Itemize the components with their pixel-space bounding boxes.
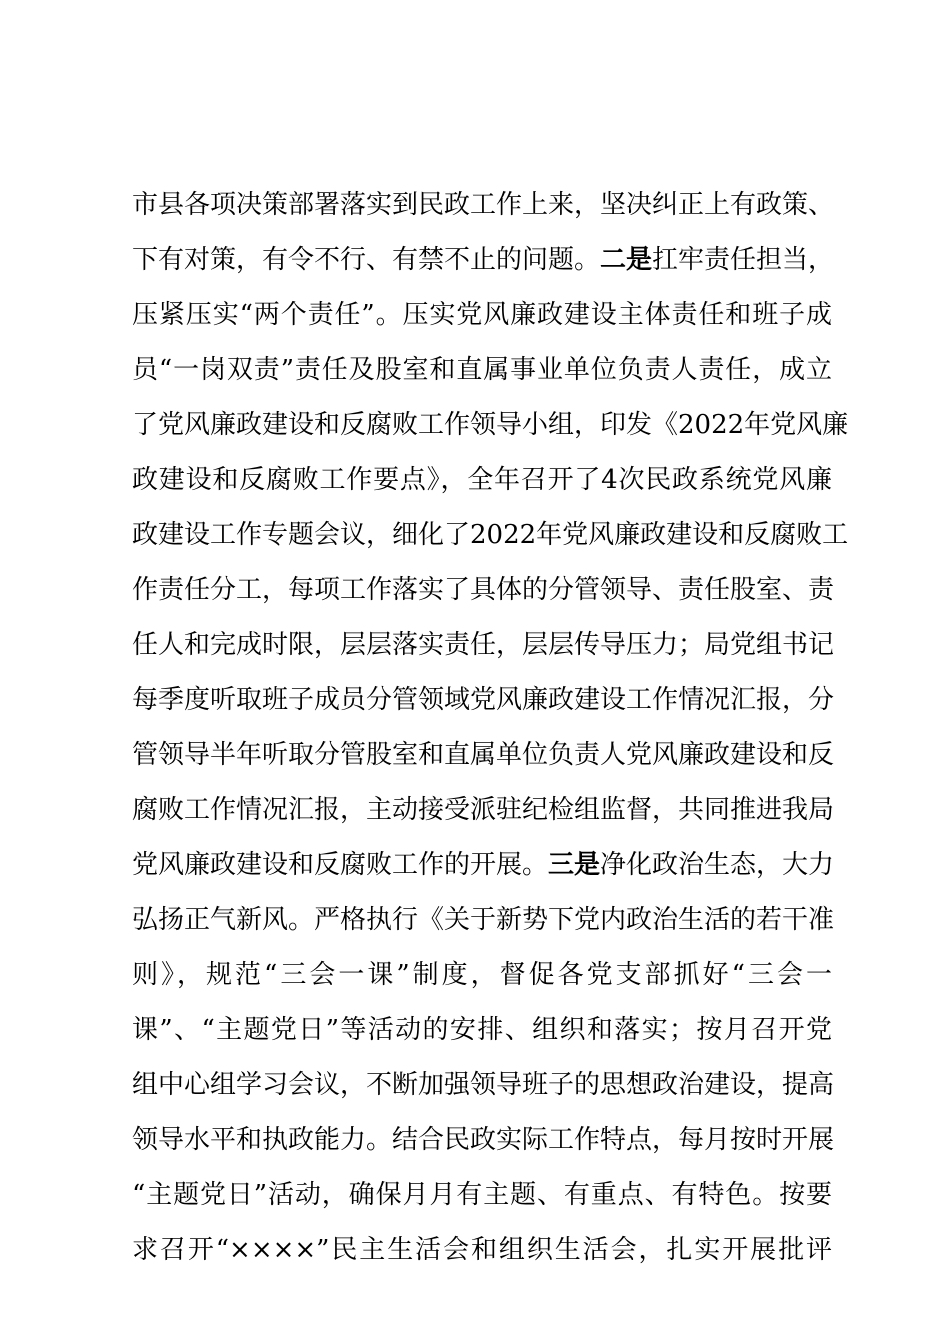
text-line: 每季度听取班子成员分管领域党风廉政建设工作情况汇报，分 — [132, 685, 835, 715]
text-line: 则》，规范“三会一课”制度，督促各党支部抓好“三会一 — [132, 960, 832, 990]
text-line: 市县各项决策部署落实到民政工作上来，坚决纠正上有政策、 — [132, 190, 835, 220]
text-line: 求召开“××××”民主生活会和组织生活会，扎实开展批评 — [132, 1235, 832, 1265]
text-line: 员“一岗双责”责任及股室和直属事业单位负责人责任，成立 — [132, 355, 832, 385]
text-line: 政建设工作专题会议，细化了2022年党风廉政建设和反腐败工 — [132, 520, 849, 550]
text-line: 管领导半年听取分管股室和直属单位负责人党风廉政建设和反 — [132, 740, 835, 770]
emphasis-marker: 三是 — [548, 850, 601, 880]
text-line: “主题党日”活动，确保月月有主题、有重点、有特色。按要 — [132, 1180, 832, 1210]
text-line: 政建设和反腐败工作要点》，全年召开了4次民政系统党风廉 — [132, 465, 832, 495]
text-line: 下有对策，有令不行、有禁不止的问题。二是扛牢责任担当， — [132, 245, 835, 275]
body-paragraph — [132, 178, 849, 1278]
text-line: 领导水平和执政能力。结合民政实际工作特点，每月按时开展 — [132, 1125, 835, 1155]
text-line: 作责任分工，每项工作落实了具体的分管领导、责任股室、责 — [132, 575, 835, 605]
text-line: 党风廉政建设和反腐败工作的开展。三是净化政治生态，大力 — [132, 850, 835, 880]
text-line: 组中心组学习会议，不断加强领导班子的思想政治建设，提高 — [132, 1070, 835, 1100]
text-line: 腐败工作情况汇报，主动接受派驻纪检组监督，共同推进我局 — [132, 795, 835, 825]
text-line: 压紧压实“两个责任”。压实党风廉政建设主体责任和班子成 — [132, 300, 832, 330]
text-line: 课”、“主题党日”等活动的安排、组织和落实；按月召开党 — [132, 1015, 832, 1045]
text-line: 了党风廉政建设和反腐败工作领导小组，印发《2022年党风廉 — [132, 410, 849, 440]
text-line: 弘扬正气新风。严格执行《关于新势下党内政治生活的若干准 — [132, 905, 835, 935]
text-line: 任人和完成时限，层层落实责任，层层传导压力；局党组书记 — [132, 630, 835, 660]
emphasis-marker: 二是 — [600, 245, 653, 275]
